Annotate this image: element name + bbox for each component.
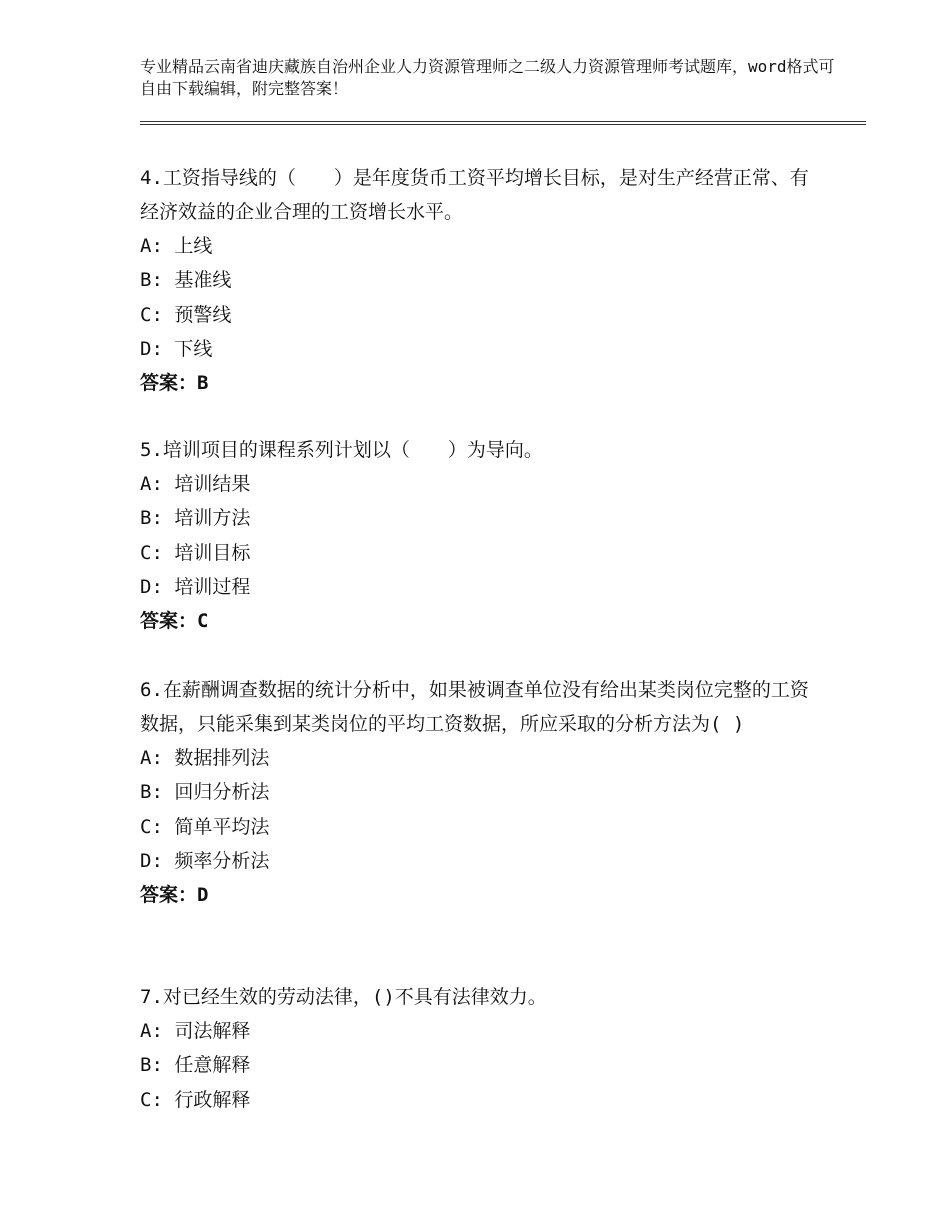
question-text: 6.在薪酬调查数据的统计分析中，如果被调查单位没有给出某类岗位完整的工资数据，只能采集到某类岗位的平均工资数据，所应采取的分析方法为( ) bbox=[140, 679, 809, 735]
option-a: A: 上线 bbox=[140, 235, 213, 257]
question-6 bbox=[140, 673, 820, 912]
option-d: D: 频率分析法 bbox=[140, 849, 270, 872]
option-a: A: 数据排列法 bbox=[140, 747, 270, 769]
question-5 bbox=[140, 433, 820, 638]
option-b: B: 基准线 bbox=[140, 269, 232, 292]
question-text: 4.工资指导线的（ ）是年度货币工资平均增长目标，是对生产经营正常、有经济效益的企业合理的工资增长水平。 bbox=[140, 167, 809, 223]
document-header: 专业精品云南省迪庆藏族自治州企业人力资源管理师之二级人力资源管理师考试题库，word格式可自由下载编辑，附完整答案！ bbox=[140, 57, 835, 98]
question-4 bbox=[140, 161, 820, 400]
option-a: A: 培训结果 bbox=[140, 473, 251, 495]
option-a: A: 司法解释 bbox=[140, 1020, 251, 1042]
option-b: B: 任意解释 bbox=[140, 1054, 251, 1077]
header-rule-top bbox=[140, 121, 866, 122]
option-d: D: 培训过程 bbox=[140, 575, 251, 598]
question-text: 5.培训项目的课程系列计划以（ ）为导向。 bbox=[140, 439, 543, 461]
option-c: C: 预警线 bbox=[140, 303, 232, 326]
answer: 答案：D bbox=[140, 884, 209, 907]
answer: 答案：C bbox=[140, 610, 209, 633]
option-c: C: 简单平均法 bbox=[140, 815, 270, 838]
question-text: 7.对已经生效的劳动法律，()不具有法律效力。 bbox=[140, 986, 547, 1008]
option-c: C: 行政解释 bbox=[140, 1088, 251, 1111]
question-7 bbox=[140, 980, 820, 1117]
header-rule-bottom bbox=[140, 124, 866, 125]
option-c: C: 培训目标 bbox=[140, 541, 251, 564]
answer: 答案：B bbox=[140, 372, 209, 395]
option-d: D: 下线 bbox=[140, 337, 213, 360]
option-b: B: 培训方法 bbox=[140, 507, 251, 530]
option-b: B: 回归分析法 bbox=[140, 781, 270, 804]
